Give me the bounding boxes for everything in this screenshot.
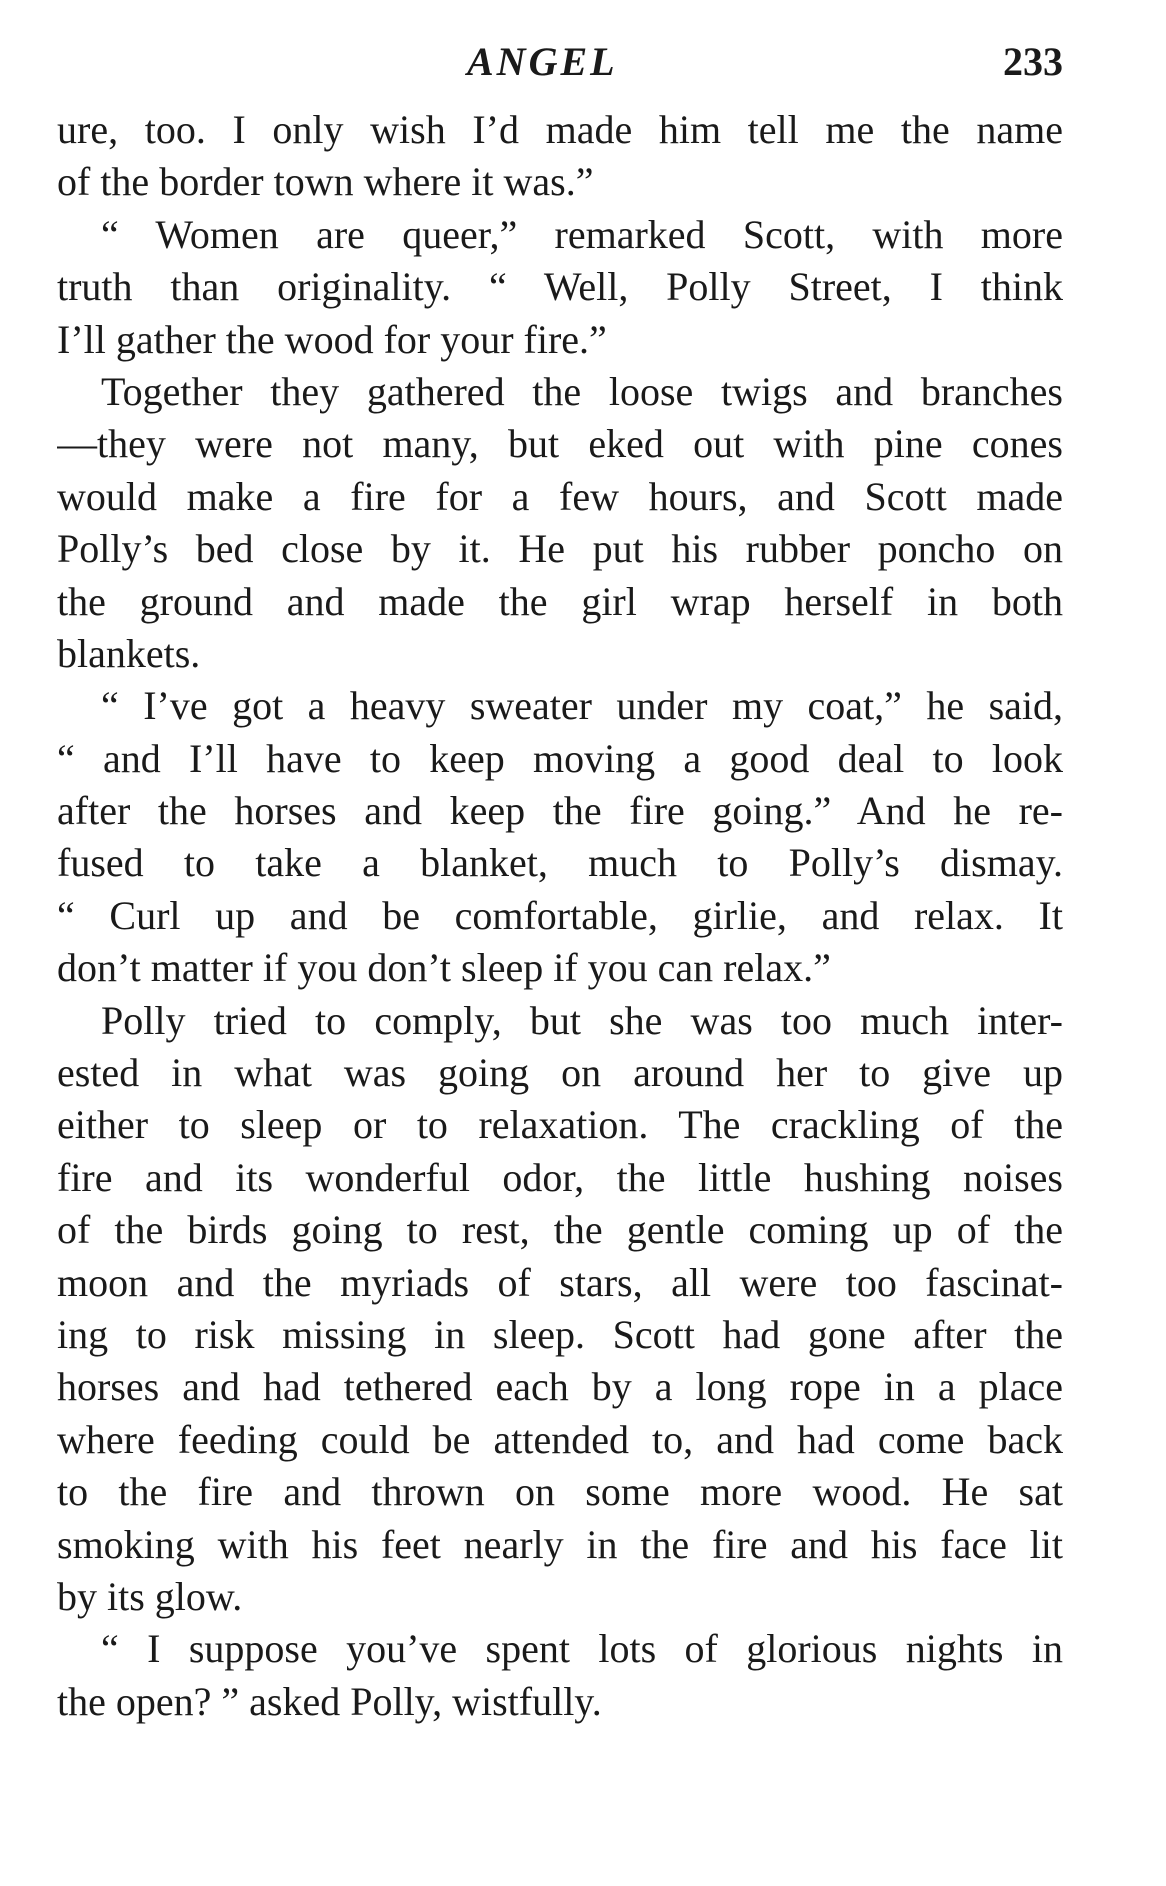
text-line: moon and the myriads of stars, all were too fascinat- (57, 1259, 1063, 1305)
text-line: smoking with his feet nearly in the fire and his face lit (57, 1521, 1063, 1567)
text-line: “ Women are queer,” remarked Scott, with more (101, 211, 1063, 257)
text-line: —they were not many, but eked out with pine cones (57, 421, 1063, 467)
text-line: the open? ” asked Polly, wistfully. (57, 1678, 602, 1724)
text-line: “ and I’ll have to keep moving a good deal to look (57, 735, 1063, 781)
running-head (57, 34, 1063, 96)
page-number: 233 (1003, 39, 1063, 84)
text-line: “ Curl up and be comfortable, girlie, and relax. It (57, 892, 1063, 938)
text-line: ested in what was going on around her to give up (57, 1050, 1063, 1096)
text-line: the ground and made the girl wrap herself in both (57, 578, 1063, 624)
body-text (57, 104, 1063, 1728)
text-line: ure, too. I only wish I’d made him tell me the name (57, 107, 1063, 152)
text-line: by its glow. (57, 1573, 243, 1619)
text-line: fused to take a blanket, much to Polly’s dismay. (57, 840, 1063, 886)
text-line: blankets. (57, 630, 201, 676)
running-title: ANGEL (467, 39, 618, 84)
text-line: Polly tried to comply, but she was too much inter- (101, 997, 1063, 1043)
text-line: I’ll gather the wood for your fire.” (57, 316, 607, 362)
text-line: to the fire and thrown on some more wood. He sat (57, 1469, 1063, 1515)
text-line: where feeding could be attended to, and had come back (57, 1416, 1063, 1462)
text-line: Together they gathered the loose twigs and branches (101, 368, 1063, 414)
text-line: fire and its wonderful odor, the little hushing noises (57, 1154, 1063, 1200)
text-line: truth than originality. “ Well, Polly Street, I think (57, 264, 1063, 310)
text-line: Polly’s bed close by it. He put his rubber poncho on (57, 526, 1063, 572)
text-line: either to sleep or to relaxation. The crackling of the (57, 1102, 1063, 1148)
text-line: of the border town where it was.” (57, 159, 594, 205)
text-line: “ I’ve got a heavy sweater under my coat,” he said, (101, 683, 1063, 729)
text-line: horses and had tethered each by a long rope in a place (57, 1364, 1063, 1410)
text-line: after the horses and keep the fire going.” And he re- (57, 788, 1063, 834)
text-line: of the birds going to rest, the gentle coming up of the (57, 1207, 1063, 1253)
text-line: would make a fire for a few hours, and Scott made (57, 473, 1063, 519)
text-line: don’t matter if you don’t sleep if you can relax.” (57, 945, 831, 991)
text-line: “ I suppose you’ve spent lots of glorious nights in (101, 1626, 1063, 1672)
book-page (57, 34, 1063, 1854)
text-line: ing to risk missing in sleep. Scott had gone after the (57, 1311, 1063, 1357)
